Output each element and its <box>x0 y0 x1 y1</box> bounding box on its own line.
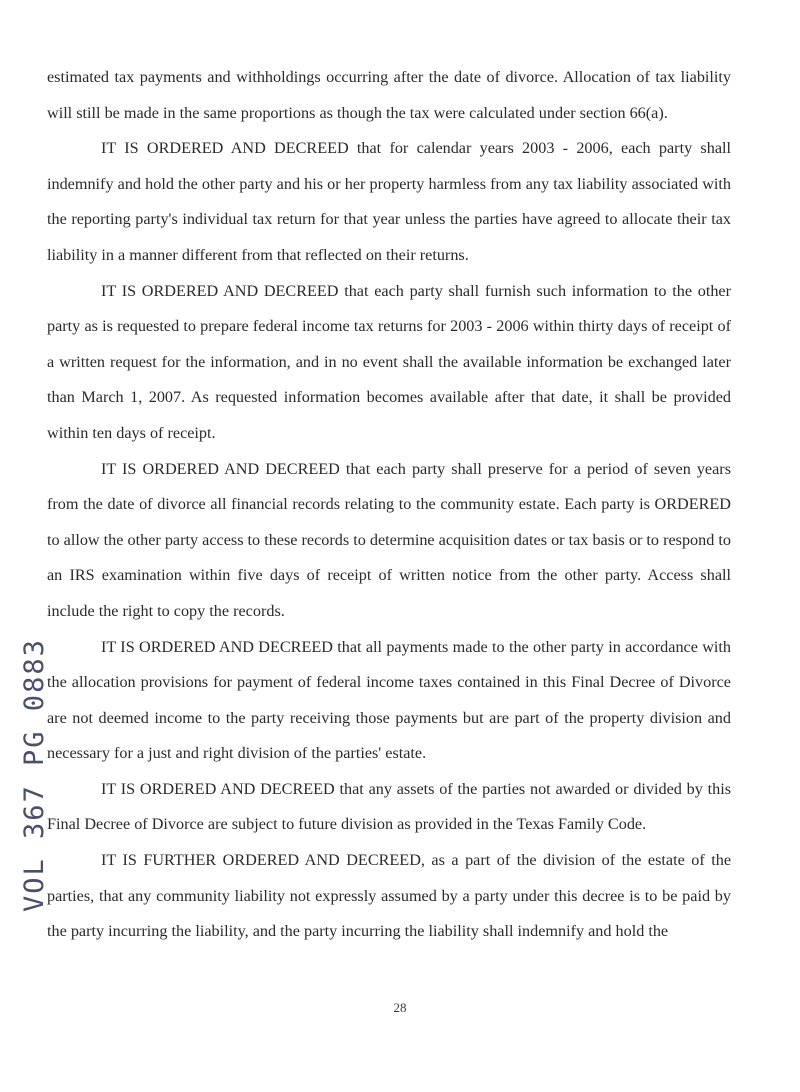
paragraph-payments-not-income: IT IS ORDERED AND DECREED that all payments made to the other party in accordance with the allocation provisions for payment of federal income taxes contained in this Final Decree of Divorce are not deemed income to the party receiving those payments but are part of the property division and necessary for a just and right division of the parties' estate. <box>47 637 731 763</box>
paragraph-furnish-information: IT IS ORDERED AND DECREED that each party shall furnish such information to the other party as is requested to prepare federal income tax returns for 2003 - 2006 within thirty days of receipt of a written request for the information, and in no event shall the available information be exchanged later than March 1, 2007. As requested information becomes available after that date, it shall be provided within ten days of receipt. <box>47 281 731 442</box>
paragraph-preserve-records: IT IS ORDERED AND DECREED that each party shall preserve for a period of seven years from the date of divorce all financial records relating to the community estate. Each party is ORDERED to allow the other party access to these records to determine acquisition dates or tax basis or to respond to an IRS examination within five days of receipt of written notice from the other party. Access shall include the right to copy the records. <box>47 459 731 620</box>
volume-page-stamp: VOL 367 PG 0883 <box>19 638 50 912</box>
document-body <box>47 60 731 950</box>
paragraph-indemnify-2003-2006: IT IS ORDERED AND DECREED that for calendar years 2003 - 2006, each party shall indemnify and hold the other party and his or her property harmless from any tax liability associated with the reporting party's individual tax return for that year unless the parties have agreed to allocate their tax liability in a manner different from that reflected on their returns. <box>47 139 731 264</box>
paragraph-community-liability: IT IS FURTHER ORDERED AND DECREED, as a part of the division of the estate of the parties, that any community liability not expressly assumed by a party under this decree is to be paid by the party incurring the liability, and the party incurring the liability shall indemnify and hold the <box>47 851 731 941</box>
page-number: 28 <box>393 1000 407 1015</box>
paragraph-future-division: IT IS ORDERED AND DECREED that any assets of the parties not awarded or divided by this Final Decree of Divorce are subject to future division as provided in the Texas Family Code. <box>47 779 731 834</box>
paragraph-tax-allocation-continued: estimated tax payments and withholdings occurring after the date of divorce. Allocation of tax liability will still be made in the same proportions as though the tax were calculated under section 66(a). <box>47 68 731 122</box>
